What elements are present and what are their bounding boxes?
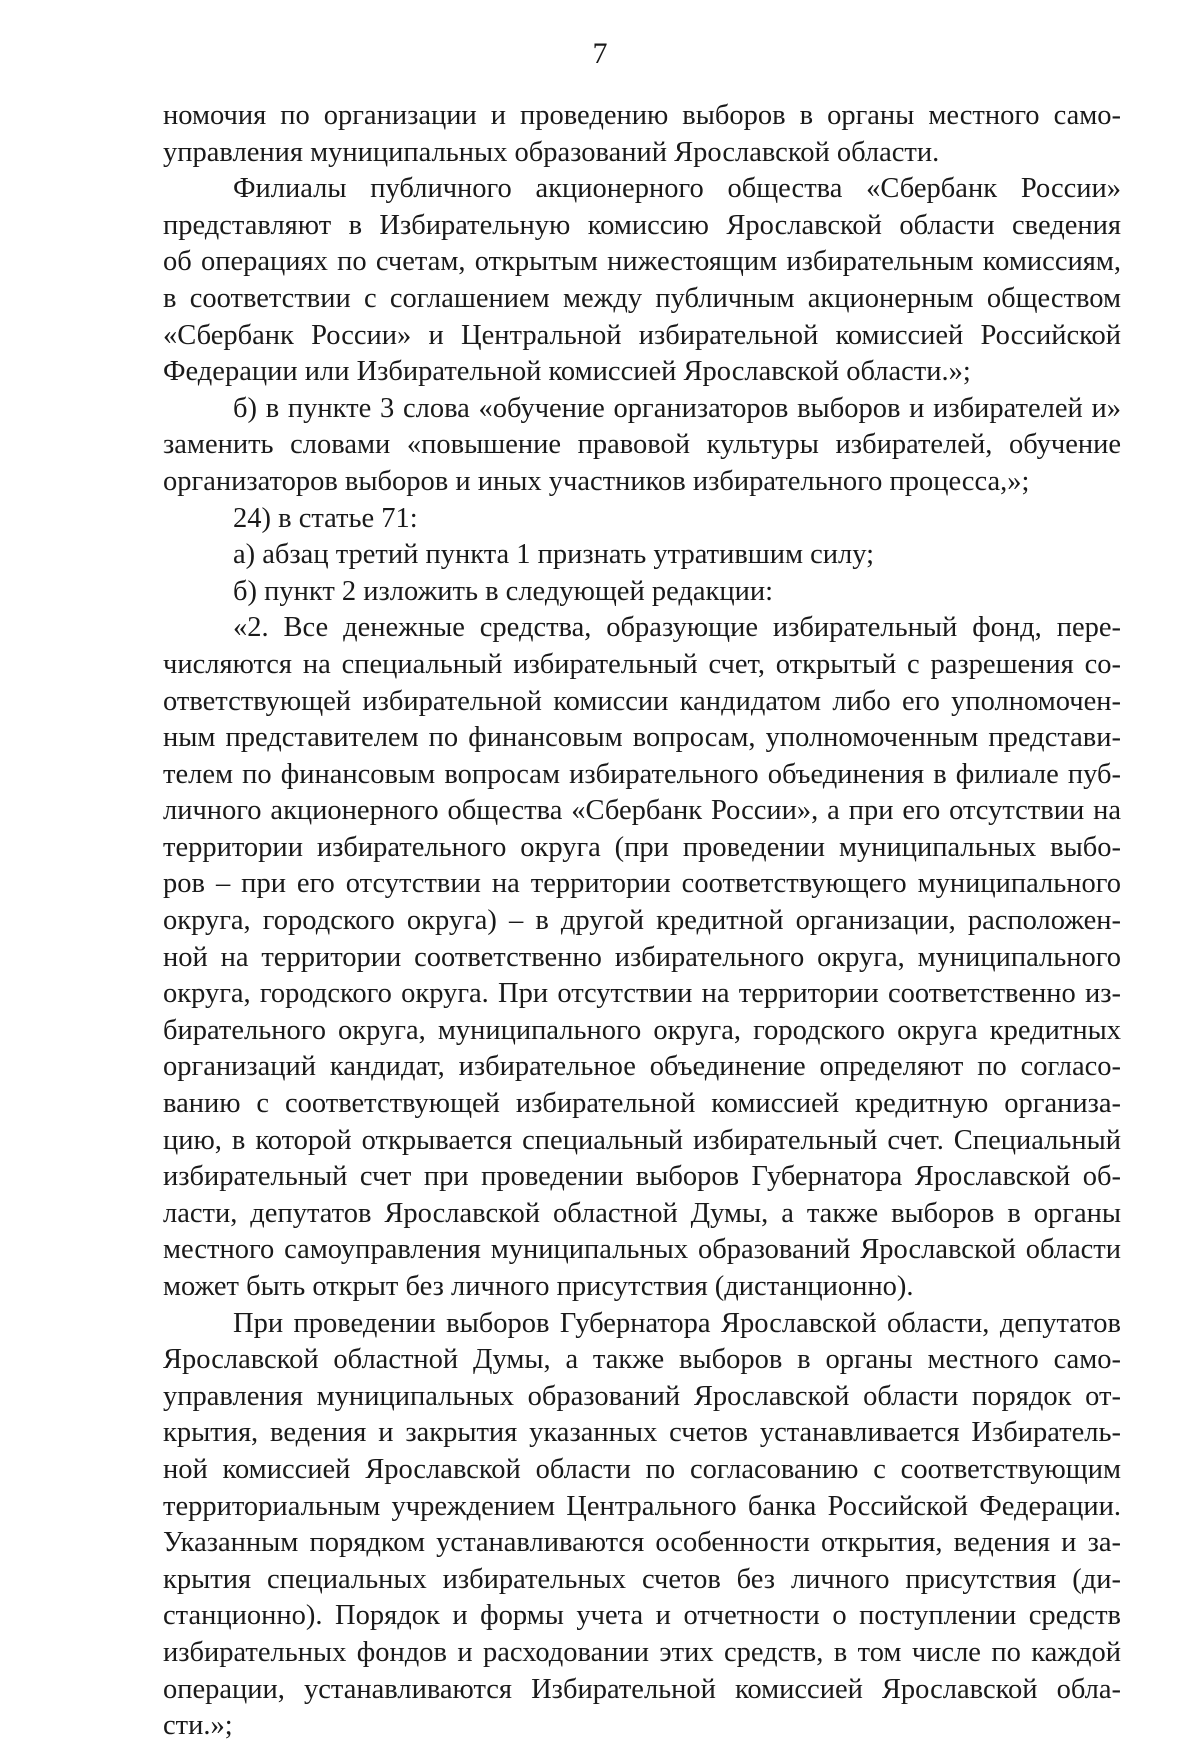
text-line: крытия специальных избирательных счетов без личного присутствия (ди- xyxy=(163,1563,1121,1595)
text-line: ной комиссией Ярославской области по согласованию с соответствующим xyxy=(163,1453,1121,1485)
text-line: управления муниципальных образований Ярославской области. xyxy=(163,136,940,168)
text-line: числяются на специальный избирательный счет, открытый с разрешения со- xyxy=(163,648,1121,680)
text-line: личного акционерного общества «Сбербанк России», а при его отсутствии на xyxy=(163,795,1121,827)
text-line: цию, в которой открывается специальный избирательный счет. Специальный xyxy=(163,1124,1121,1156)
page-number: 7 xyxy=(592,37,608,70)
text-line: а) абзац третий пункта 1 признать утратившим силу; xyxy=(233,539,875,571)
text-line: 24) в статье 71: xyxy=(233,502,418,534)
text-line: организаторов выборов и иных участников избирательного процесса,»; xyxy=(163,465,1030,497)
text-line: избирательных фондов и расходовании этих средств, в том числе по каждой xyxy=(163,1636,1121,1668)
text-line: ласти, депутатов Ярославской областной Думы, а также выборов в органы xyxy=(163,1197,1121,1229)
text-line: об операциях по счетам, открытым нижестоящим избирательным комиссиям, xyxy=(163,246,1121,278)
text-line: При проведении выборов Губернатора Ярославской области, депутатов xyxy=(233,1307,1121,1339)
text-line: операции, устанавливаются Избирательной комиссией Ярославской обла- xyxy=(163,1673,1121,1705)
text-line: номочия по организации и проведению выборов в органы местного само- xyxy=(163,100,1121,131)
text-line: ответствующей избирательной комиссии кандидатом либо его уполномочен- xyxy=(163,685,1121,717)
text-line: представляют в Избирательную комиссию Ярославской области сведения xyxy=(163,209,1121,241)
text-line: в соответствии с соглашением между публичным акционерным обществом xyxy=(163,282,1121,314)
text-line: ной на территории соответственно избирательного округа, муниципального xyxy=(163,941,1121,973)
text-line: организаций кандидат, избирательное объединение определяют по согласо- xyxy=(163,1051,1121,1083)
text-line: «2. Все денежные средства, образующие избирательный фонд, пере- xyxy=(233,612,1121,644)
text-line: местного самоуправления муниципальных образований Ярославской области xyxy=(163,1234,1121,1266)
text-line: округа, городского округа. При отсутствии на территории соответственно из- xyxy=(163,978,1121,1010)
text-line: избирательный счет при проведении выборов Губернатора Ярославской об- xyxy=(163,1161,1121,1193)
text-line: б) в пункте 3 слова «обучение организаторов выборов и избирателей и» xyxy=(233,392,1121,424)
text-line: округа, городского округа) – в другой кредитной организации, расположен- xyxy=(163,905,1121,937)
text-line: Федерации или Избирательной комиссией Ярославской области.»; xyxy=(163,356,971,388)
text-line: телем по финансовым вопросам избирательного объединения в филиале пуб- xyxy=(163,758,1121,790)
text-line: Филиалы публичного акционерного общества «Сбербанк России» xyxy=(233,173,1121,205)
text-line: заменить словами «повышение правовой культуры избирателей, обучение xyxy=(163,429,1121,461)
text-line: станционно). Порядок и формы учета и отчетности о поступлении средств xyxy=(163,1600,1121,1632)
text-line: территории избирательного округа (при проведении муниципальных выбо- xyxy=(163,831,1121,863)
text-line: ным представителем по финансовым вопросам, уполномоченным представи- xyxy=(163,722,1121,754)
text-line: Ярославской областной Думы, а также выборов в органы местного само- xyxy=(163,1344,1121,1376)
text-line: бирательного округа, муниципального округа, городского округа кредитных xyxy=(163,1014,1121,1046)
text-line: сти.»; xyxy=(163,1710,233,1742)
text-line: Указанным порядком устанавливаются особенности открытия, ведения и за- xyxy=(163,1527,1121,1559)
text-line: крытия, ведения и закрытия указанных счетов устанавливается Избиратель- xyxy=(163,1417,1121,1449)
text-line: управления муниципальных образований Ярославской области порядок от- xyxy=(163,1380,1121,1412)
text-line: ванию с соответствующей избирательной комиссией кредитную организа- xyxy=(163,1088,1121,1120)
text-line: «Сбербанк России» и Центральной избирательной комиссией Российской xyxy=(163,319,1121,351)
text-line: может быть открыт без личного присутствия (дистанционно). xyxy=(163,1271,914,1302)
text-line: ров – при его отсутствии на территории соответствующего муниципального xyxy=(163,868,1121,900)
text-line: б) пункт 2 изложить в следующей редакции: xyxy=(233,575,774,607)
text-line: территориальным учреждением Центрального банка Российской Федерации. xyxy=(163,1490,1121,1522)
document-body xyxy=(163,98,1121,1745)
